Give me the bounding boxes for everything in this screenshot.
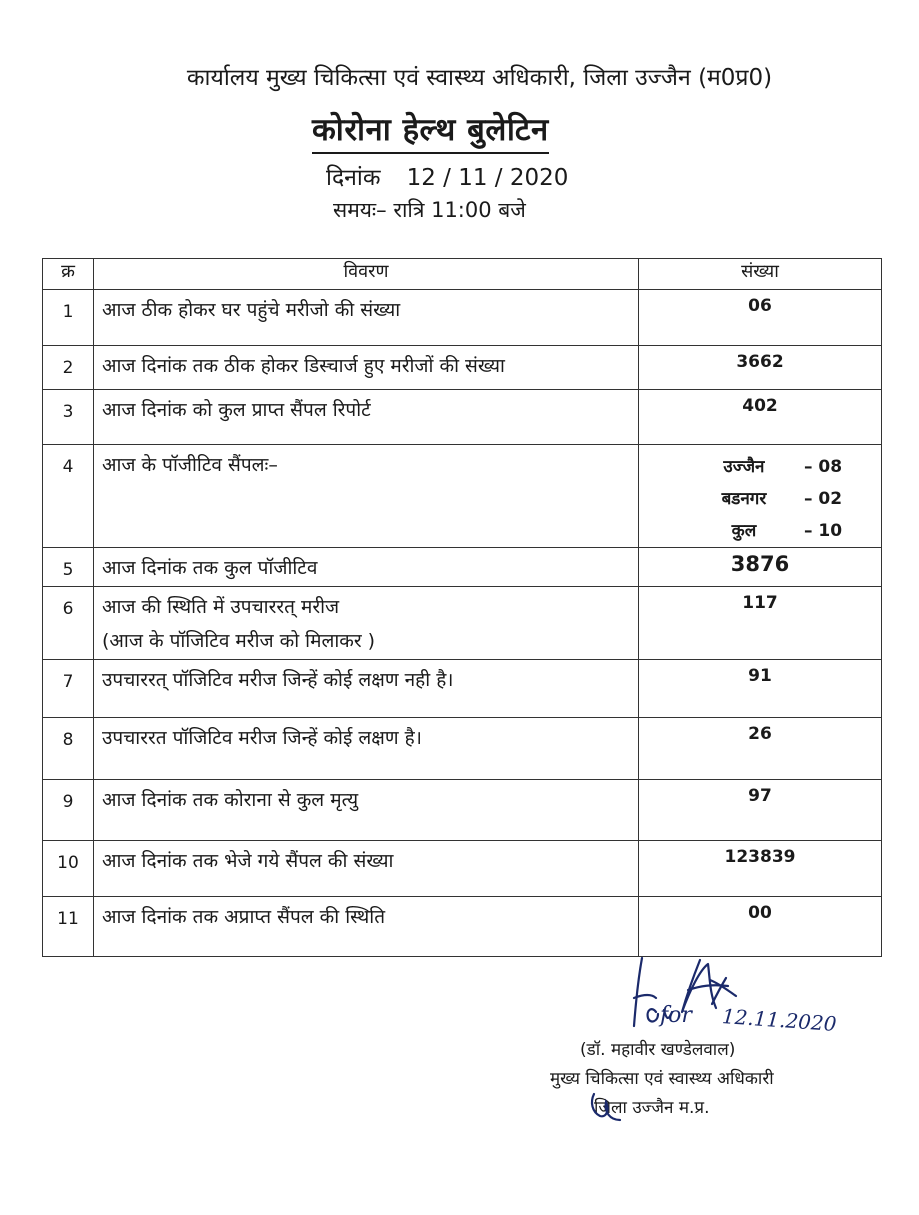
row-desc: आज दिनांक तक ठीक होकर डिस्चार्ज हुए मरीजों की संख्या [94, 346, 639, 390]
table-row [43, 346, 882, 390]
row-value: 06 [639, 290, 882, 346]
handwritten-for: for [660, 1003, 692, 1028]
row-value: 123839 [639, 841, 882, 897]
row-value: 3876 [639, 548, 882, 587]
officer-name: (डॉ. महावीर खण्डेलवाल) [580, 1040, 736, 1060]
table-row [43, 897, 882, 957]
row-sn: 11 [43, 897, 94, 957]
bulletin-table [42, 258, 882, 957]
place-count: – 10 [803, 521, 843, 541]
signature-date: 12.11.2020 [721, 1004, 838, 1036]
row-desc: उपचाररत पॉजिटिव मरीज जिन्हें कोई लक्षण है। [94, 718, 639, 780]
bulletin-title: कोरोना हेल्थ बुलेटिन [312, 108, 549, 154]
row-desc: आज दिनांक तक अप्राप्त सैंपल की स्थिति [94, 897, 639, 957]
row-desc: आज ठीक होकर घर पहुंचे मरीजो की संख्या [94, 290, 639, 346]
row-sn: 3 [43, 390, 94, 445]
table-row [43, 290, 882, 346]
place-name: बडनगर [721, 489, 767, 509]
header-value: संख्या [639, 259, 882, 290]
officer-district: जिला उज्जैन म.प्र. [594, 1098, 710, 1118]
header-desc: विवरण [94, 259, 639, 290]
bulletin-time: समयः– रात्रि 11:00 बजे [333, 198, 526, 222]
row-sn: 7 [43, 660, 94, 718]
row-sn: 5 [43, 548, 94, 587]
place-name: कुल [731, 521, 757, 541]
table-row [43, 390, 882, 445]
row-sn: 4 [43, 445, 94, 548]
table-header-row [43, 259, 882, 290]
row-sn: 2 [43, 346, 94, 390]
office-heading: कार्यालय मुख्य चिकित्सा एवं स्वास्थ्य अधिकारी, जिला उज्जैन (म0प्र0) [186, 65, 773, 91]
table-row [43, 445, 882, 548]
row-desc: उपचाररत् पॉजिटिव मरीज जिन्हें कोई लक्षण नही है। [94, 660, 639, 718]
row-value: 402 [639, 390, 882, 445]
table-row [43, 841, 882, 897]
table-row [43, 587, 882, 660]
row-desc: आज के पॉजीटिव सैंपलः– [94, 445, 639, 548]
place-row [649, 515, 881, 547]
row-value: 117 [639, 587, 882, 660]
place-count: – 02 [803, 489, 843, 509]
row-desc [94, 587, 639, 660]
table-row [43, 780, 882, 841]
row-value: 3662 [639, 346, 882, 390]
table-row [43, 548, 882, 587]
row-sn: 1 [43, 290, 94, 346]
date-label: दिनांक [326, 165, 381, 191]
row-value: 91 [639, 660, 882, 718]
row-sn: 6 [43, 587, 94, 660]
table-row [43, 718, 882, 780]
row-desc: आज दिनांक तक कोराना से कुल मृत्यु [94, 780, 639, 841]
positive-by-place [639, 445, 882, 548]
place-row [649, 451, 881, 483]
row-desc: आज दिनांक तक कुल पॉजीटिव [94, 548, 639, 587]
officer-block [550, 1036, 774, 1123]
place-row [649, 483, 881, 515]
header-sn: क्र [43, 259, 94, 290]
table-row [43, 660, 882, 718]
initial-mark-icon [586, 1090, 626, 1124]
row-value: 00 [639, 897, 882, 957]
row-sn: 8 [43, 718, 94, 780]
row-desc-line2: (आज के पॉजिटिव मरीज को मिलाकर ) [102, 630, 376, 652]
row-sn: 9 [43, 780, 94, 841]
row-value: 97 [639, 780, 882, 841]
place-name: उज्जैन [723, 457, 765, 477]
row-desc-line1: आज की स्थिति में उपचाररत् मरीज [102, 596, 340, 618]
row-desc: आज दिनांक तक भेजे गये सैंपल की संख्या [94, 841, 639, 897]
officer-designation: मुख्य चिकित्सा एवं स्वास्थ्य अधिकारी [550, 1069, 774, 1089]
row-desc: आज दिनांक को कुल प्राप्त सैंपल रिपोर्ट [94, 390, 639, 445]
date-value: 12 / 11 / 2020 [406, 165, 569, 191]
row-value: 26 [639, 718, 882, 780]
place-count: – 08 [803, 457, 843, 477]
row-sn: 10 [43, 841, 94, 897]
bulletin-date [326, 160, 568, 192]
